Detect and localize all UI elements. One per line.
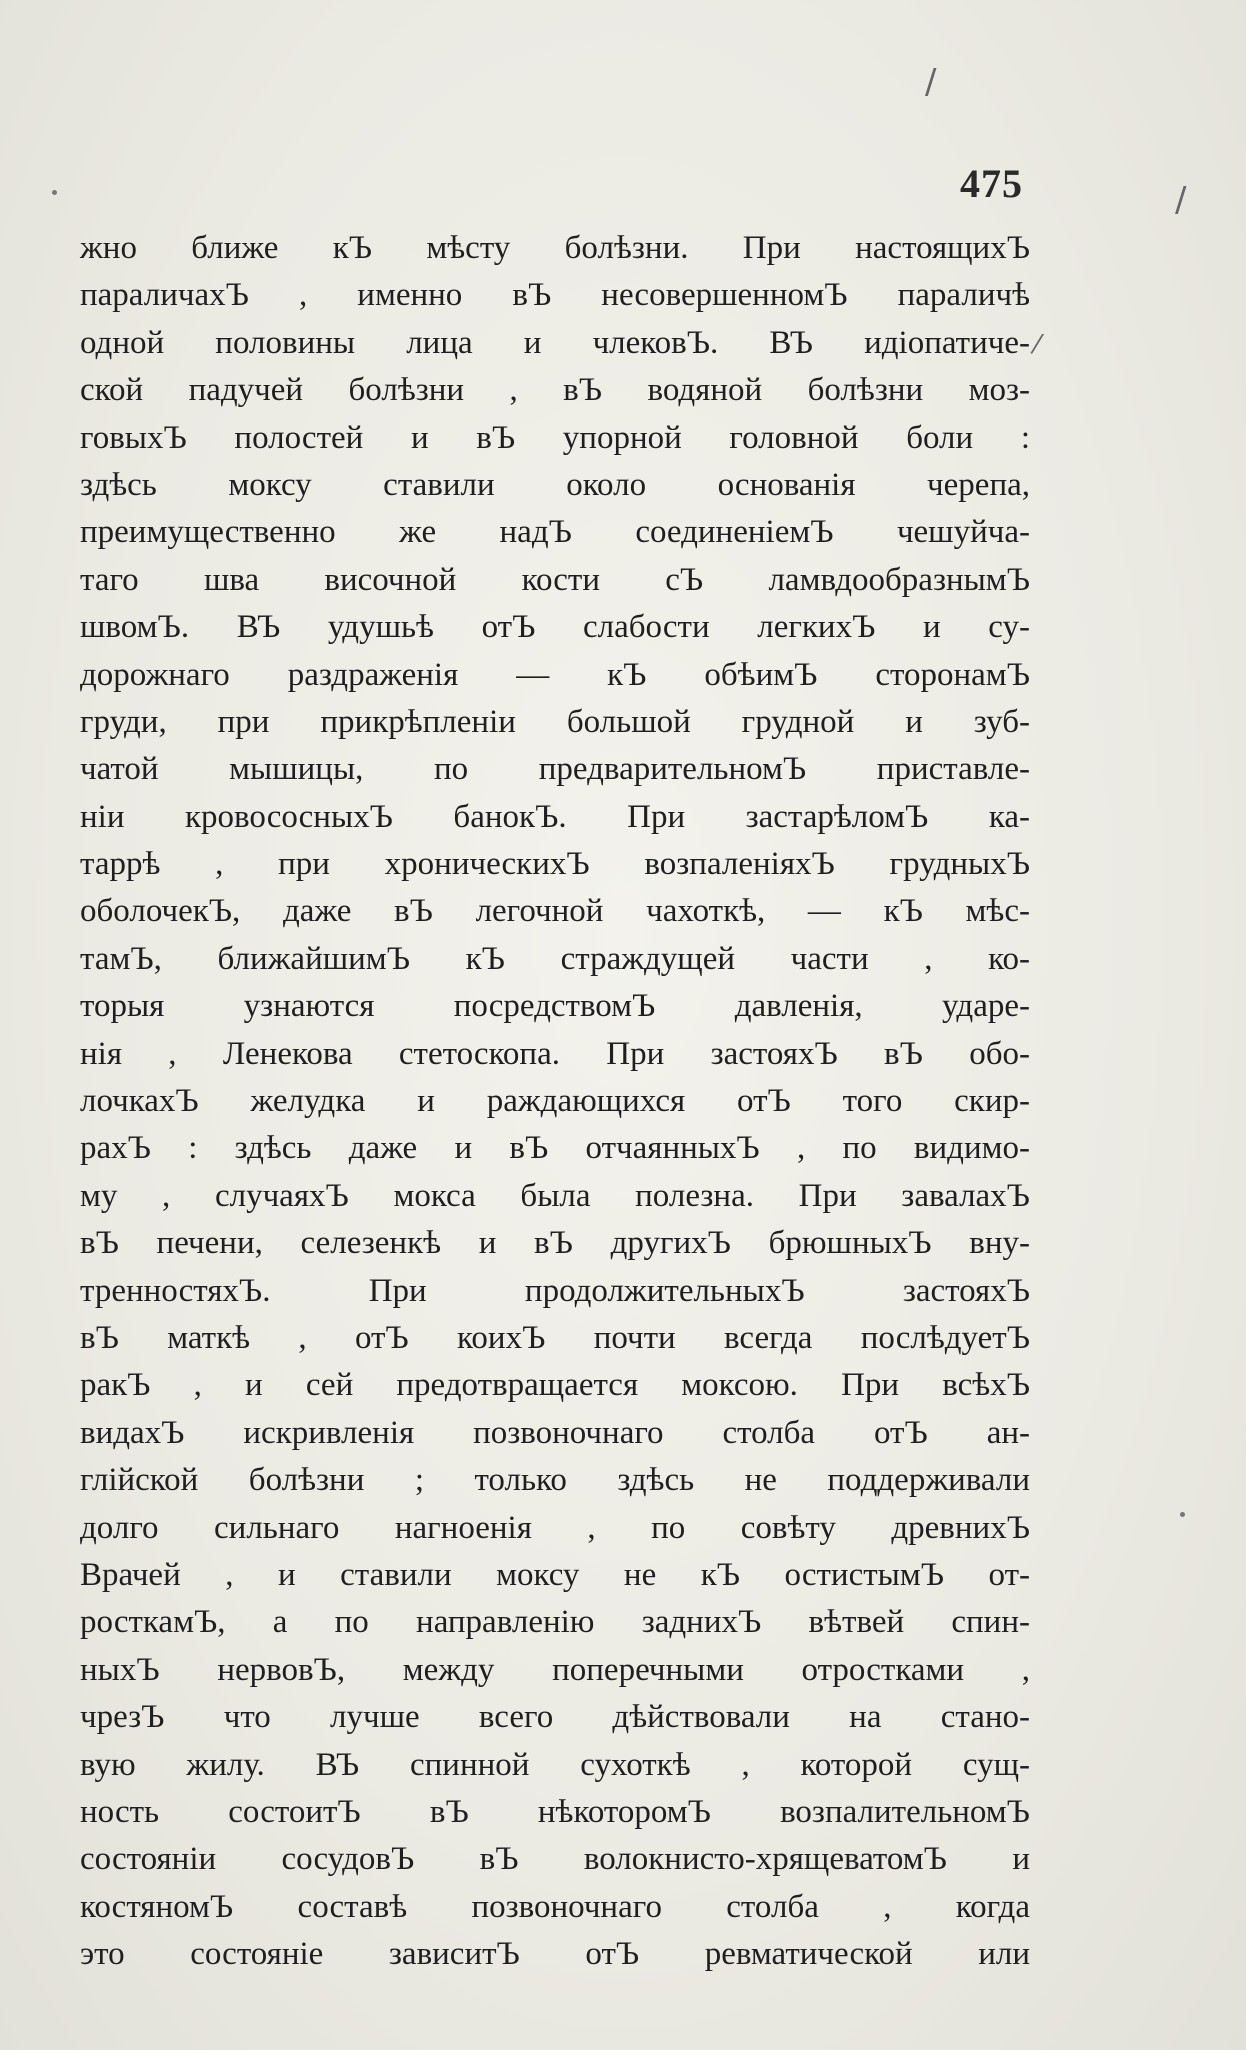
text-line-32: чрезЪ что лучше всего дѣйствовали на стано- xyxy=(80,1699,1030,1736)
page-number: 475 xyxy=(960,161,1023,206)
text-line-16: тамЪ, ближайшимЪ кЪ страждущей части , ко- xyxy=(80,940,1030,977)
text-line-36: костяномЪ составѣ позвоночнаго столба , когда xyxy=(80,1888,1030,1925)
text-line-17: торыя узнаются посредствомЪ давленія, ударе- xyxy=(80,988,1030,1025)
text-line-20: рахЪ : здѣсь даже и вЪ отчаянныхЪ , по видимо- xyxy=(80,1130,1030,1167)
text-line-2: параличахЪ , именно вЪ несовершенномЪ параличѣ xyxy=(80,277,1030,314)
text-line-12: чатой мышицы, по предварительномЪ приставле- xyxy=(80,751,1030,788)
speck-left xyxy=(52,190,57,195)
text-line-25: ракЪ , и сей предотвращается моксою. При всѣхЪ xyxy=(80,1367,1030,1404)
speck-right xyxy=(1180,1512,1185,1517)
text-line-19: лочкахЪ желудка и раждающихся отЪ того скир- xyxy=(80,1083,1030,1120)
text-line-30: росткамЪ, а по направленію заднихЪ вѣтвей спин- xyxy=(80,1604,1030,1641)
text-line-7: преимущественно же надЪ соединеніемЪ чешуйча- xyxy=(80,514,1030,551)
text-line-26: видахЪ искривленія позвоночнаго столба отЪ ан- xyxy=(80,1414,1030,1451)
page-text xyxy=(80,225,1030,1978)
text-line-11: груди, при прикрѣпленіи большой грудной и зуб- xyxy=(80,703,1030,740)
text-line-31: ныхЪ нервовЪ, между поперечными отростками , xyxy=(80,1651,1030,1688)
text-line-4: ской падучей болѣзни , вЪ водяной болѣзни моз- xyxy=(80,372,1030,409)
pencil-mark-top: / xyxy=(925,62,937,102)
text-line-29: Врачей , и ставили моксу не кЪ остистымЪ от- xyxy=(80,1556,1030,1593)
text-line-24: вЪ маткѣ , отЪ коихЪ почти всегда послѣдуетЪ xyxy=(80,1319,1030,1356)
text-line-13: ніи кровососныхЪ банокЪ. При застарѣломЪ ка- xyxy=(80,798,1030,835)
text-line-18: нія , Ленекова стетоскопа. При застояхЪ вЪ обо- xyxy=(80,1035,1030,1072)
text-line-34: ность состоитЪ вЪ нѣкоторомЪ возпалительномЪ xyxy=(80,1793,1030,1830)
text-line-9: швомЪ. ВЪ удушьѣ отЪ слабости легкихЪ и су- xyxy=(80,609,1030,646)
pencil-mark-margin: ⁄ xyxy=(1035,330,1040,360)
text-line-35: состояніи сосудовЪ вЪ волокнисто-хрящеватомЪ и xyxy=(80,1841,1030,1878)
text-line-14: таррѣ , при хроническихЪ возпаленіяхЪ грудныхЪ xyxy=(80,846,1030,883)
text-line-37: это состояніе зависитЪ отЪ ревматической или xyxy=(80,1936,1030,1973)
text-line-33: вую жилу. ВЪ спинной сухоткѣ , которой сущ- xyxy=(80,1746,1030,1783)
pencil-mark-right: / xyxy=(1175,180,1187,220)
text-line-28: долго сильнаго нагноенія , по совѣту древнихЪ xyxy=(80,1509,1030,1546)
text-line-6: здѣсь моксу ставили около основанія черепа, xyxy=(80,466,1030,503)
text-line-21: му , случаяхЪ мокса была полезна. При завалахЪ xyxy=(80,1177,1030,1214)
text-line-22: вЪ печени, селезенкѣ и вЪ другихЪ брюшныхЪ вну- xyxy=(80,1225,1030,1262)
text-line-15: оболочекЪ, даже вЪ легочной чахоткѣ, — кЪ мѣс- xyxy=(80,893,1030,930)
text-line-23: тренностяхЪ. При продолжительныхЪ застояхЪ xyxy=(80,1272,1030,1309)
text-line-10: дорожнаго раздраженія — кЪ обѣимЪ сторонамЪ xyxy=(80,656,1030,693)
text-line-5: говыхЪ полостей и вЪ упорной головной боли : xyxy=(80,419,1030,456)
text-line-8: таго шва височной кости сЪ ламвдообразнымЪ xyxy=(80,561,1030,598)
text-line-1: жно ближе кЪ мѣсту болѣзни. При настоящихЪ xyxy=(80,230,1030,266)
text-line-27: глійской болѣзни ; только здѣсь не поддерживали xyxy=(80,1462,1030,1499)
text-line-3: одной половины лица и члековЪ. ВЪ идіопатиче- xyxy=(80,324,1030,361)
